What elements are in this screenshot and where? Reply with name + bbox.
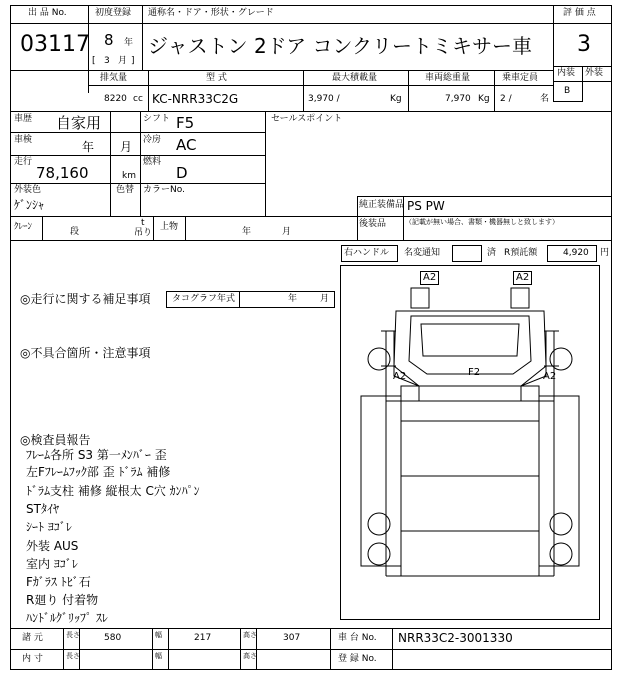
- inspector-note: 左Fﾌﾚｰﾑﾌｯｸ部 歪 ﾄﾞﾗﾑ 補修: [26, 465, 171, 479]
- ac-label: 冷房: [143, 135, 162, 145]
- fuel: D: [176, 164, 188, 182]
- max-load: 3,970 /: [308, 94, 340, 104]
- inspector-note: STﾀｲﾔ: [26, 502, 59, 516]
- inspector-report-label: ◎検査員報告: [20, 433, 91, 447]
- first-registration-month: 3: [104, 56, 110, 66]
- lot-number-label: 出 品 No.: [28, 8, 67, 18]
- fuel-label: 燃料: [143, 157, 162, 167]
- crane-step: 段: [70, 227, 80, 237]
- inspection-month: 月: [120, 140, 133, 154]
- right-hand-drive: 右ハンドル: [344, 248, 390, 258]
- inspector-note: ｼｰﾄ ﾖｺﾞﾚ: [26, 520, 72, 534]
- length: 580: [104, 633, 122, 643]
- tachograph-label: タコグラフ年式: [172, 294, 236, 304]
- month-unit: 月: [118, 56, 128, 66]
- ac: AC: [176, 136, 197, 154]
- driving-remarks-label: ◎走行に関する補足事項: [20, 292, 151, 306]
- inspector-note: ﾄﾞﾗﾑ支柱 補修 縦根太 C穴 ｶﾝﾊﾟﾝ: [26, 484, 200, 498]
- crane-ton: t: [141, 218, 145, 228]
- max-load-label: 最大積載量: [332, 73, 378, 83]
- mileage-unit: km: [122, 171, 136, 181]
- width-label: 幅: [155, 631, 162, 639]
- interior-grade-label: 内装: [557, 68, 576, 78]
- registration-label: 登 録 No.: [338, 654, 377, 664]
- recycle-deposit-label: R預託額: [504, 248, 538, 258]
- yen-unit: 円: [600, 248, 610, 258]
- inspector-note: Fｶﾞﾗｽ ﾄﾋﾞ石: [26, 575, 91, 589]
- inspection-label: 車検: [14, 135, 33, 145]
- inspector-note: R廻り 付着物: [26, 593, 99, 607]
- defects-label: ◎不具合箇所・注意事項: [20, 346, 151, 360]
- gross-weight-unit: Kg: [478, 94, 490, 104]
- month-bracket-close: ]: [131, 56, 135, 66]
- damage-mark: A2: [393, 371, 407, 382]
- first-registration-year: 8: [104, 31, 114, 49]
- damage-mark: A2: [513, 271, 532, 285]
- shift: F5: [176, 114, 195, 132]
- upper-body-label: 上物: [160, 222, 179, 232]
- capacity: 2 /: [500, 94, 512, 104]
- damage-mark: A2: [420, 271, 439, 285]
- grade-label: 評 価 点: [563, 8, 596, 18]
- name-change-label: 名変通知: [404, 248, 441, 258]
- capacity-unit: 名: [540, 94, 550, 104]
- inner-height-label: 高さ: [243, 652, 257, 660]
- capacity-label: 乗車定員: [502, 73, 539, 83]
- length-label: 長さ: [66, 631, 80, 639]
- inspector-note: 室内 ﾖｺﾞﾚ: [26, 557, 78, 571]
- history: 自家用: [56, 114, 102, 132]
- lot-number: 03117: [20, 32, 90, 57]
- vehicle-name-label: 通称名・ドア・形状・グレード: [148, 8, 274, 18]
- inspector-note: 外装 AUS: [26, 539, 79, 553]
- aftermarket-label: 後装品: [359, 219, 387, 229]
- chassis-number: NRR33C2-3001330: [398, 631, 513, 645]
- mileage-label: 走行: [14, 157, 33, 167]
- color: ｹﾞﾝｼｬ: [14, 198, 45, 212]
- specs-label: 諸 元: [22, 633, 43, 643]
- exterior-grade-label: 外装: [585, 68, 604, 78]
- model-label: 型 式: [206, 73, 227, 83]
- displacement-unit: cc: [133, 94, 143, 104]
- gross-weight: 7,970: [445, 94, 471, 104]
- color-label: 外装色: [14, 185, 42, 195]
- year-unit: 年: [124, 38, 134, 48]
- damage-mark: A2: [543, 371, 557, 382]
- displacement-label: 排気量: [100, 73, 128, 83]
- aftermarket-note: （記載が無い場合、書類・機器無しと致します）: [405, 218, 559, 226]
- tachograph-year: 年: [288, 294, 298, 304]
- height-label: 高さ: [243, 631, 257, 639]
- name-change-box: [452, 245, 482, 262]
- interior-grade: B: [564, 86, 571, 96]
- tax-paid-label: 済: [487, 248, 497, 258]
- color-change-label: 色替: [116, 185, 135, 195]
- crane-label: ｸﾚｰﾝ: [14, 222, 33, 232]
- sales-point-label: セールスポイント: [271, 114, 343, 124]
- width: 217: [194, 633, 212, 643]
- mileage: 78,160: [36, 164, 89, 182]
- inner-dimensions-label: 内 寸: [22, 654, 43, 664]
- upper-year: 年: [242, 227, 252, 237]
- height: 307: [283, 633, 301, 643]
- max-load-unit: Kg: [390, 94, 402, 104]
- shift-label: シフト: [143, 114, 171, 124]
- crane-hoist: 吊り: [134, 228, 153, 238]
- recycle-deposit: 4,920: [563, 248, 589, 258]
- vehicle-diagram: [340, 265, 600, 620]
- equipment-label: 純正装備品: [359, 200, 405, 210]
- chassis-label: 車 台 No.: [338, 633, 377, 643]
- first-registration-label: 初度登録: [95, 8, 132, 18]
- color-number-label: カラーNo.: [143, 185, 185, 195]
- equipment: PS PW: [407, 199, 445, 213]
- truck-outline: [341, 266, 599, 619]
- damage-mark: F2: [468, 367, 481, 378]
- history-label: 車歴: [14, 114, 33, 124]
- inspector-note: ﾊﾝﾄﾞﾙｸﾞﾘｯﾌﾟ ｽﾚ: [26, 611, 108, 625]
- inspection-year: 年: [82, 140, 95, 154]
- gross-weight-label: 車両総重量: [425, 73, 471, 83]
- vehicle-name: ジャストン 2ドア コンクリートミキサー車: [148, 34, 533, 58]
- inner-width-label: 幅: [155, 652, 162, 660]
- model-code: KC-NRR33C2G: [152, 92, 239, 106]
- overall-grade: 3: [577, 32, 591, 57]
- inspector-note: ﾌﾚｰﾑ各所 S3 第一ﾒﾝﾊﾞｰ 歪: [26, 448, 167, 462]
- inner-length-label: 長さ: [66, 652, 80, 660]
- month-bracket-open: [: [92, 56, 96, 66]
- tachograph-month: 月: [320, 294, 330, 304]
- displacement: 8220: [104, 94, 127, 104]
- upper-month: 月: [282, 227, 292, 237]
